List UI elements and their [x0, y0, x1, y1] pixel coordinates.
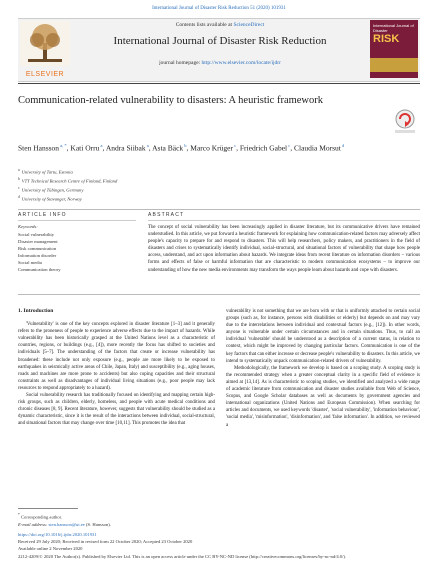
- author-affiliation-marker[interactable]: b: [183, 143, 187, 148]
- body-paragraph: Social vulnerability research has traditionally focused on identifying and mapping certain high-risk groups, such as children, elderly, homeless, and people with acute medical conditions and chronic diseases [8, 9]. Recent literature, however, suggests that vulnerability should be studied as a dynamic characteristic, since it is the result of the interactions between individual, social-structural, and situational factors that may change over time [10,11]. This promotes the idea that: [18, 393, 215, 427]
- doi-link[interactable]: https://doi.org/10.1016/j.ijdrr.2020.101931: [18, 531, 97, 537]
- author-affiliation-marker[interactable]: a, *: [59, 143, 67, 148]
- elsevier-logo[interactable]: [20, 21, 70, 76]
- cover-journal-name: International Journal of Disaster: [373, 23, 414, 33]
- keyword-item: Information disorder: [18, 253, 57, 259]
- keyword-item: Communication theory: [18, 267, 61, 273]
- info-rule: [18, 220, 136, 221]
- author-affiliation-marker[interactable]: d: [340, 143, 345, 148]
- article-info-heading: ARTICLE INFO: [18, 212, 67, 218]
- author-affiliation-marker[interactable]: a: [145, 143, 149, 148]
- keyword-item: Social media: [18, 260, 42, 266]
- sciencedirect-link[interactable]: ScienceDirect: [233, 22, 265, 28]
- author-name[interactable]: Claudia Morsut: [294, 143, 341, 153]
- journal-citation[interactable]: International Journal of Disaster Risk Reduction 51 (2020) 101931: [152, 6, 286, 11]
- author-name[interactable]: Andra Siibak: [105, 143, 146, 153]
- keyword-item: Social vulnerability: [18, 232, 55, 237]
- received-line: Received 29 July 2020; Received in revised form 22 October 2020; Accepted 23 October 2020: [18, 539, 193, 545]
- affiliation-item: $^b$ VTT Technical Research Centre of Finland, Finland: [18, 177, 118, 184]
- journal-title: International Journal of Disaster Risk Reduction: [113, 35, 327, 47]
- footnote-rule: [18, 508, 78, 509]
- author-name[interactable]: Kati Orru: [70, 143, 100, 153]
- author-name[interactable]: Sten Hansson: [18, 143, 60, 153]
- affiliation-list: [18, 167, 268, 204]
- keyword-list: [18, 231, 136, 274]
- abstract-bottom-rule: [18, 294, 420, 295]
- online-line: Available online 2 November 2020: [18, 546, 83, 552]
- email-link[interactable]: sten.hansson@ut.ee: [48, 521, 85, 527]
- author-name[interactable]: Marco Krüger: [190, 143, 233, 153]
- affiliation-item: $^c$ University of Tübingen, Germany: [18, 186, 84, 193]
- body-paragraph: Methodologically, the framework we develop is based on a scoping study. A scoping study is the recommended strategy when a greater conceptual clarity in a specific field of evidence is aimed at [13,14]. As is characteristic to scoping studies, we identified and analyzed a wide range of academic literature from communication and disaster studies available from Web of Science, Scopus, and Google Scholar databases as well as documents by government agencies and international organizations (United Nations and European Commission). When searching for articles and documents, we used keywords 'disaster', 'social vulnerability', 'information behaviour', 'social media', 'misinformation', 'disinformation', and 'false information'. In addition, we reviewed a: [226, 365, 420, 428]
- author-list: Sten Hansson $^{a, *}$, Kati Orru $^a$, Andra Siibak $^a$, Asta Bäck $^b$, Marco Krüger $^c$, Friedrich Gabel $^c$, Claudia Morsut $^d$: [18, 143, 345, 153]
- footnote-block: [18, 512, 420, 560]
- publisher-wordmark: ELSEVIER: [25, 71, 65, 78]
- section-title: 1. Introduction: [18, 308, 54, 314]
- abstract-heading: ABSTRACT: [148, 212, 185, 218]
- abstract-rule: [148, 220, 420, 221]
- elsevier-tree-icon: [20, 21, 70, 66]
- email-line: E-mail address: sten.hansson@ut.ee (S. Hansson).: [18, 521, 111, 527]
- contents-prefix: Contents lists available at: [175, 22, 233, 28]
- contents-line: [80, 22, 360, 28]
- homepage-prefix: journal homepage:: [159, 60, 201, 66]
- abstract-text: The concept of social vulnerability has been increasingly applied in disaster literature, but its communicative drivers have remained understudied. In this article, we put forward a heuristic framework for explaining how communication-related factors may adversely affect people's capacity to prepare for and respond to disasters. This will help researchers, policy makers, and practitioners in the field of disasters and crises to systematically identify individual, social-structural, and situational factors of vulnerability that shape how people access, understand, and act upon information about hazards. We integrate ideas from recent literature on information disorders – various forms and effects of false or harmful information that are characteristic to modern communication ecosystems – to improve our understanding of how the new media environments may transform the ways people learn about hazards and cope with disasters.: [148, 225, 420, 273]
- author-affiliation-marker[interactable]: a: [99, 143, 103, 148]
- keywords-label: Keywords:: [18, 224, 38, 229]
- author-name[interactable]: Asta Bäck: [152, 143, 184, 153]
- affiliation-item: $^d$ University of Stavanger, Norway: [18, 195, 82, 202]
- journal-cover-thumbnail[interactable]: [370, 20, 418, 78]
- cover-band: [370, 58, 418, 72]
- corresponding-note: * Corresponding author.: [18, 513, 63, 520]
- info-top-rule: [18, 209, 420, 210]
- body-right-column: [226, 308, 420, 429]
- keyword-item: Risk communication: [18, 246, 57, 252]
- author-affiliation-marker[interactable]: c: [287, 143, 291, 148]
- homepage-link[interactable]: http://www.elsevier.com/locate/ijdrr: [201, 60, 281, 66]
- article-title: Communication-related vulnerability to disasters: A heuristic framework: [18, 95, 324, 106]
- author-affiliation-marker[interactable]: c: [232, 143, 237, 148]
- body-paragraph: vulnerability is not something that we are born with or that is uniformly attached to certain social groups (such as, for instance, persons with disabilities or elderly) but depends on and may vary due to the interrelations between individual and contextual factors (e.g., [12]). In other words, anyone is vulnerable under certain circumstances and in certain situations. Thus, to call an individual 'vulnerable' should be understood as a description of a current status, in relation to context, which might be improved by changing particular factors. Communication is one of the key factors that can either increase or decrease people's vulnerability to disasters. In this article, we intend to systematically unpack communication-related drivers of vulnerability.: [226, 309, 420, 364]
- header-rule: [18, 83, 420, 84]
- check-for-updates-icon[interactable]: [392, 108, 418, 134]
- affiliation-item: $^a$ University of Tartu, Estonia: [18, 168, 73, 175]
- author-name[interactable]: Friedrich Gabel: [239, 143, 288, 153]
- license-line: 2212-4209/© 2020 The Author(s). Published by Elsevier Ltd. This is an open access article under the CC BY-NC-ND license (http://creativecommons.org/licenses/by-nc-nd/4.0/).: [18, 553, 347, 559]
- body-paragraph: 'Vulnerability' is one of the key concepts explored in disaster literature [1–3] and it generally refers to the proneness of people to experience adverse effects due to the impact of hazards. While vulnerability has been historically grasped at the United Nations level as a characteristic of countries, regions, or buildings (e.g., [4]), more recently the focus has shifted to societies and individuals [5–7]. The understanding of the factors that create or increase vulnerability has broadened: these include not only exposure (e.g., people are more likely to be exposed to earthquakes in seismically active areas of Chile, Japan, Italy) and susceptibility (e.g., aging houses, roads and machines are more prone to accidents) but also coping capacities and their structural constraints as well as disadvantages of individual living situations (e.g., poor people may lack resources to respond appropriately to a hazard).: [18, 322, 215, 391]
- keyword-item: Disaster management: [18, 239, 58, 245]
- journal-homepage: [80, 60, 360, 66]
- body-left-column: [18, 308, 215, 428]
- cover-risk-word: RISK: [373, 33, 400, 45]
